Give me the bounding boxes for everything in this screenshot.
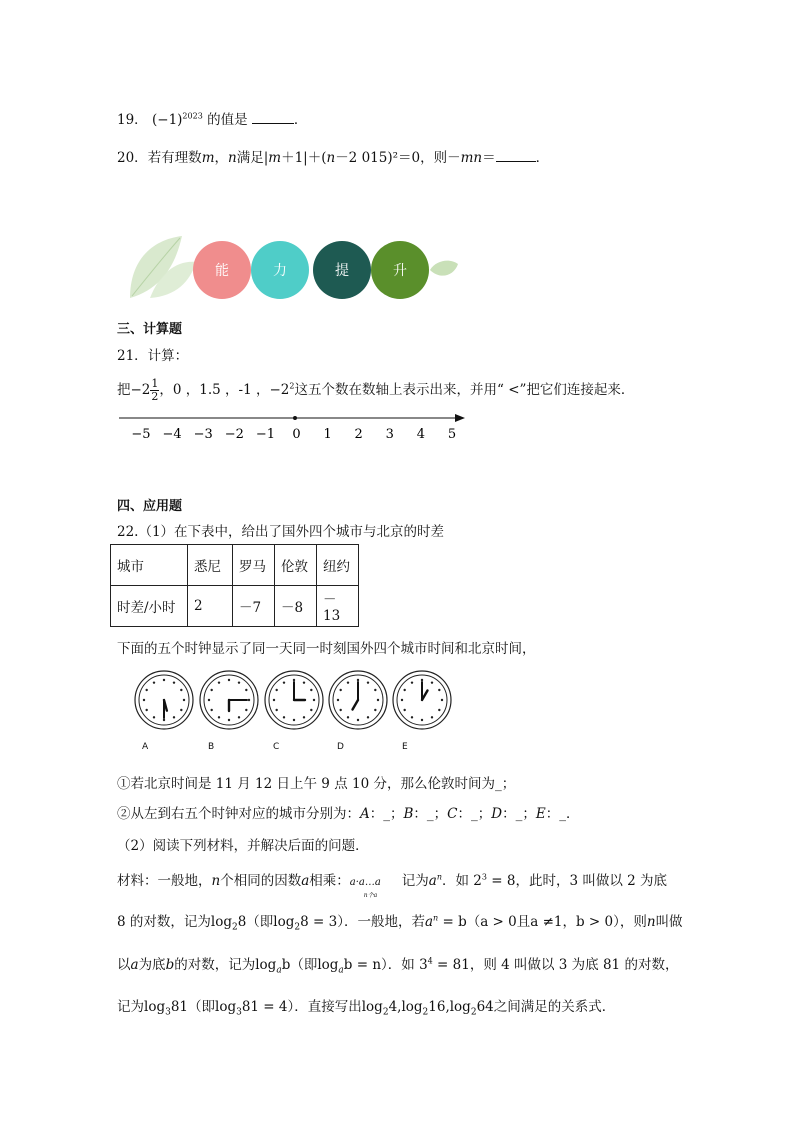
- table-cell: 悉尼: [188, 545, 233, 586]
- clock-face-icon: [135, 671, 193, 729]
- punct: ．: [293, 112, 308, 128]
- part-2-title: （2）阅读下列材料，并解决后面的问题．: [117, 838, 369, 854]
- clock-ref: A: [360, 806, 370, 822]
- answer-blank[interactable]: [496, 149, 536, 162]
- question-text: ＋1|＋(: [281, 150, 327, 166]
- log-base: a: [276, 965, 282, 976]
- question-text: 这五个数在数轴上表示出来，并用“ <”把它们连接起来．: [294, 382, 635, 398]
- math-exponent: 2: [289, 381, 295, 391]
- clock-label: E: [402, 742, 408, 752]
- var-mn: mn: [460, 150, 483, 166]
- axis-tick-label: −3: [193, 427, 213, 442]
- clocks-description: 下面的五个时钟显示了同一天同一时刻国外四个城市时间和北京时间，: [117, 641, 536, 657]
- question-21-text: [117, 378, 634, 403]
- text: 相乘：: [309, 873, 350, 889]
- text: = b（a > 0且a ≠1，b > 0），则: [438, 914, 647, 930]
- text: 材料：一般地，: [117, 873, 212, 889]
- var: a: [130, 957, 139, 973]
- text: 8 的对数，记为log: [117, 914, 232, 930]
- table-cell: 时差/小时: [111, 586, 188, 627]
- question-number: 20．: [117, 150, 148, 166]
- text: 叫做: [655, 914, 683, 930]
- banner-char: 能: [215, 263, 229, 279]
- text: ．如 2: [441, 873, 482, 889]
- text: 16,log: [428, 999, 471, 1015]
- axis-tick-label: 1: [323, 427, 332, 442]
- clock-ref: D: [491, 806, 503, 822]
- question-text: 的值是: [207, 112, 248, 128]
- question-20: [117, 146, 549, 166]
- answer-blank[interactable]: [252, 111, 294, 124]
- under-brace-label: n个a: [363, 892, 378, 899]
- numerator: 1: [151, 377, 159, 390]
- question-text: ②从左到右五个时钟对应的城市分别为：: [117, 806, 360, 822]
- punct: ．: [535, 150, 550, 166]
- axis-tick-label: 0: [292, 427, 301, 442]
- clock-face-icon: [200, 671, 258, 729]
- log-base: 2: [231, 922, 238, 933]
- clock-label: A: [142, 742, 149, 752]
- material-line-4: 记为$\log_381$（即$\log_381 = 4$）．直接写出$\log_24,\log_216,\log_264$之间满足的关系式．: [117, 999, 616, 1018]
- text: b = n）．如 3: [343, 957, 428, 973]
- axis-ticks: [131, 427, 456, 442]
- banner-char: 升: [393, 263, 407, 279]
- table-cell: 纽约: [317, 545, 359, 586]
- table-cell: 城市: [111, 545, 188, 586]
- text: 的对数，记为log: [174, 957, 277, 973]
- material-line-3: 以a为底b的对数，记为$\log_ab$（即$\log_ab = n$）．如 $3^4 = 81$，则 4 叫做以 3 为底 81 的对数，: [117, 956, 679, 976]
- denominator: 2: [151, 390, 159, 403]
- text: 记为: [401, 873, 429, 889]
- text: 8（即log: [237, 914, 295, 930]
- clock-face-icon: [393, 671, 451, 729]
- var-m: m: [268, 150, 282, 166]
- text: 记为log: [117, 999, 166, 1015]
- var-m: m: [201, 150, 215, 166]
- text: = 81，则 4 叫做以 3 为底 81 的对数，: [432, 957, 679, 973]
- question-text: 把: [117, 382, 131, 398]
- banner-circle-1: [193, 241, 251, 299]
- question-22-intro: 22.（1）在下表中，给出了国外四个城市与北京的时差: [117, 524, 445, 540]
- question-21-title: 21．计算：: [117, 348, 189, 364]
- section-title: 四、应用题: [117, 499, 183, 514]
- question-text: ＝: [482, 150, 496, 166]
- table-row: [111, 545, 359, 586]
- math-base: (−1): [151, 112, 183, 128]
- question-text: ，0 ，1.5 ，-1 ，: [159, 382, 270, 398]
- question-19: [117, 108, 307, 128]
- question-text: 满足|: [236, 150, 269, 166]
- clock-label: D: [337, 742, 344, 752]
- var: n: [433, 913, 439, 923]
- table-cell: －13: [317, 586, 359, 627]
- banner-circle-3: [313, 241, 371, 299]
- var: a: [301, 873, 310, 889]
- axis-tick-label: 3: [385, 427, 394, 442]
- clock-face-icon: [265, 671, 323, 729]
- text: b（即log: [281, 957, 339, 973]
- text: 8 = 3）．一般地，若: [300, 914, 425, 930]
- exponent: 3: [481, 872, 487, 882]
- clock-ref: E: [535, 806, 546, 822]
- clock-ref: C: [447, 806, 458, 822]
- product-notation: a·a…a n个a: [349, 877, 381, 899]
- question-text: 若有理数: [147, 150, 202, 166]
- question-text: －2 015)²＝0，则－: [335, 150, 461, 166]
- table-cell: －8: [275, 586, 317, 627]
- text: 81（即log: [170, 999, 237, 1015]
- number-line: [115, 408, 475, 442]
- material-line-2: 8 的对数，记为$\log_28$（即$\log_28 = 3$）．一般地，若$a^n = b(a > 0$且a ≠1，b > 0），则n叫做: [117, 913, 683, 933]
- axis-tick-label: 4: [416, 427, 426, 442]
- math-exponent: 2023: [182, 111, 203, 121]
- axis-tick-label: −2: [224, 427, 244, 442]
- exponent: 4: [427, 956, 433, 966]
- text: 个相同的因数: [220, 873, 302, 889]
- text: = 8，此时，3 叫做以 2 为底: [486, 873, 668, 889]
- clocks-row: [128, 668, 458, 734]
- leaf-small-icon: [428, 256, 460, 282]
- text: 为底: [138, 957, 166, 973]
- axis-tick-label: −4: [162, 427, 182, 442]
- axis-tick-label: −1: [255, 427, 275, 442]
- text: 81 = 4）．直接写出log: [241, 999, 383, 1015]
- clock-label: B: [208, 742, 215, 752]
- question-number: 19．: [117, 112, 148, 128]
- table-cell: 2: [188, 586, 233, 627]
- var: b: [165, 957, 175, 973]
- axis-tick-label: 2: [354, 427, 363, 442]
- text: 以: [117, 957, 131, 973]
- clock-ref: B: [403, 806, 414, 822]
- table-cell: 罗马: [233, 545, 275, 586]
- banner-char: 提: [335, 263, 349, 279]
- text: 4,log: [388, 999, 423, 1015]
- math-number: −2: [130, 382, 151, 398]
- table-cell: 伦敦: [275, 545, 317, 586]
- axis-tick-label: 5: [447, 427, 457, 442]
- time-difference-table: [110, 544, 359, 627]
- var: n: [211, 873, 221, 889]
- var-n: n: [326, 150, 336, 166]
- material-line-1: 材料：一般地，n个相同的因数a相乘：a·a…a n个a 记为$a^n$．如 $2^3 = 8$，此时，3 叫做以 2 为底: [117, 872, 668, 899]
- var: a: [424, 914, 434, 930]
- sub-question-1: ①若北京时间是 11 月 12 日上午 9 点 10 分，那么伦敦时间为_；: [117, 776, 516, 792]
- var: n: [646, 914, 656, 930]
- section-title: 三、计算题: [117, 322, 183, 337]
- leaf-decoration-icon: [120, 232, 200, 300]
- sub-question-2: ②从左到右五个时钟对应的城市分别为：A：_；B：_；C：_；D：_；E：_．: [117, 806, 580, 822]
- table-row: [111, 586, 359, 627]
- var-n: n: [228, 150, 237, 166]
- banner-circle-4: [371, 241, 429, 299]
- log-base: 3: [165, 1007, 171, 1018]
- banner-circle-2: [251, 241, 309, 299]
- punct: ，: [214, 150, 228, 166]
- clock-face-icon: [329, 671, 387, 729]
- clock-label: C: [273, 742, 280, 752]
- table-cell: －7: [233, 586, 275, 627]
- axis-tick-label: −5: [131, 427, 151, 442]
- math-number: −2: [269, 382, 290, 398]
- banner-char: 力: [273, 263, 287, 279]
- text: 64之间满足的关系式．: [476, 999, 616, 1015]
